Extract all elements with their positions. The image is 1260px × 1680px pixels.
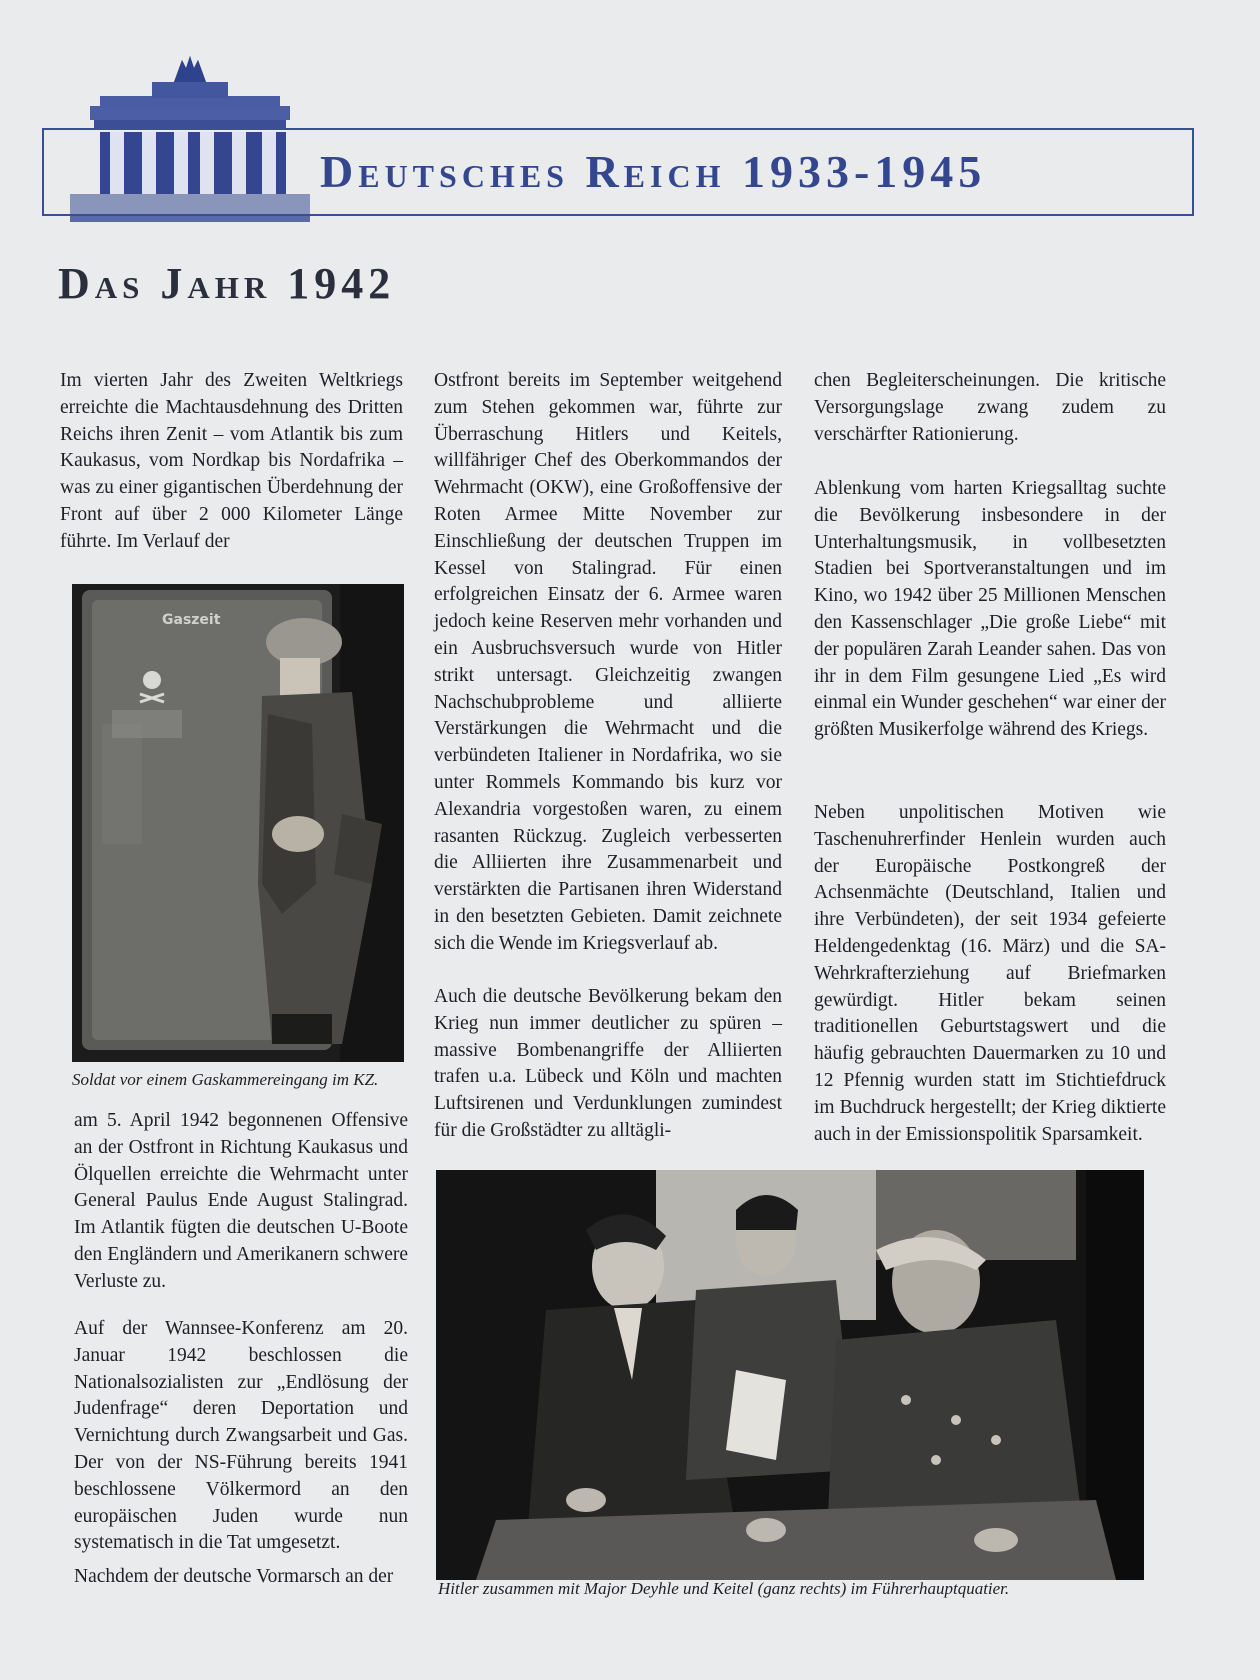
col3-paragraph-3: Neben unpolitischen Motiven wie Taschenuhrerfinder Henlein wurden auch der Europäische Postkongreß der Achsenmächte (Deutschland, Italien und ihre Verbündeten), der seit 1934 gefeierte Heldengedenktag (16. März) und die SA-Wehrkrafterziehung auf Briefmarken gewürdigt. Hitler bekam seinen traditionellen Geburtstagswert und die häufig gebrauchten Dauermarken zu 10 und 12 Pfennig wurden statt im Stichtiefdruck im Buchdruck hergestellt; der Krieg diktierte auch in der Emissionspolitik Sparsamkeit. <box>814 802 1166 1145</box>
col2-paragraph-1: Ostfront bereits im September weitgehend zum Stehen gekommen war, führte zur Überraschung Hitlers und Keitels, willfähriger Chef des Oberkommandos der Wehrmacht (OKW), eine Großoffensive der Roten Armee Mitte November zur Einschließung der deutschen Truppen im Kessel von Stalingrad. Für einen erfolgreichen Einsatz der 6. Armee waren jedoch keine Reserven mehr vorhanden und ein Ausbruchsversuch wurde von Hitler strikt untersagt. Gleichzeitig zwangen Nachschubprobleme und alliierte Verstärkungen die Wehrmacht und die verbündeten Italiener in Nordafrika, wo sie unter Rommels Kommando bis kurz vor Alexandria vorgestoßen waren, zu einem rasanten Rückzug. Zugleich verbesserten die Alliierten ihre Zusammenarbeit und verstärkten die Partisanen ihren Widerstand in den besetzten Gebieten. Damit zeichnete sich die Wende im Kriegsverlauf ab. <box>434 370 782 954</box>
col1-paragraph-3: Auf der Wannsee-Konferenz am 20. Januar 1942 beschlossen die Nationalsozialisten zur „Endlösung der Judenfrage“ deren Deportation und Vernichtung durch Zwangsarbeit und Gas. Der von der NS-Führung bereits 1941 beschlossene Völkermord an den europäischen Juden wurde nun systematisch in die Tat umgesetzt. <box>74 1318 408 1554</box>
photo1-caption: Soldat vor einem Gaskammereingang im KZ. <box>72 1070 379 1089</box>
col3-paragraph-1: chen Begleiterscheinungen. Die kritische Versorgungslage zwang zudem zu verschärfter Rationierung. <box>814 370 1166 445</box>
col1-paragraph-2: am 5. April 1942 begonnenen Offensive an der Ostfront in Richtung Kaukasus und Ölquellen erreichte die Wehrmacht unter General Paulus Ende August Stalingrad. Im Atlantik fügten die deutschen U-Boote den Engländern und Amerikanern schwere Verluste zu. <box>74 1110 408 1292</box>
col2-paragraph-2: Auch die deutsche Bevölkerung bekam den Krieg nun immer deutlicher zu spüren – massive Bombenangriffe der Alliierten trafen u.a. Lübeck und Köln und machten Luftsirenen und Verdunklungen zumindest für die Großstädter zu alltägli- <box>434 986 782 1141</box>
photo-soldier-gas-chamber <box>72 584 404 1062</box>
header-title: Deutsches Reich 1933-1945 <box>320 146 987 197</box>
photo-hitler-headquarters <box>436 1170 1144 1580</box>
col3-paragraph-2: Ablenkung vom harten Kriegsalltag suchte die Bevölkerung insbesondere in der Unterhaltungsmusik, in vollbesetzten Stadien bei Sportveranstaltungen und im Kino, wo 1942 über 25 Millionen Menschen den Kassenschlager „Die große Liebe“ mit der populären Zarah Leander sahen. Das von ihr in dem Film gesungene Lied „Es wird einmal ein Wunder geschehen“ war einer der größten Musikerfolge während des Kriegs. <box>814 478 1166 741</box>
col1-paragraph-4: Nachdem der deutsche Vormarsch an der <box>74 1566 394 1587</box>
photo2-caption: Hitler zusammen mit Major Deyhle und Keitel (ganz rechts) im Führerhauptquatier. <box>438 1579 1010 1598</box>
page-title: Das Jahr 1942 <box>58 259 396 308</box>
col1-paragraph-1: Im vierten Jahr des Zweiten Weltkriegs erreichte die Machtausdehnung des Dritten Reichs ihren Zenit – vom Atlantik bis zum Kaukasus, vom Nordkap bis Nordafrika – was zu einer gigantischen Überdehnung der Front auf über 2 000 Kilometer Länge führte. Im Verlauf der <box>60 370 403 552</box>
door-sign-text: Gaszeit <box>162 612 221 628</box>
